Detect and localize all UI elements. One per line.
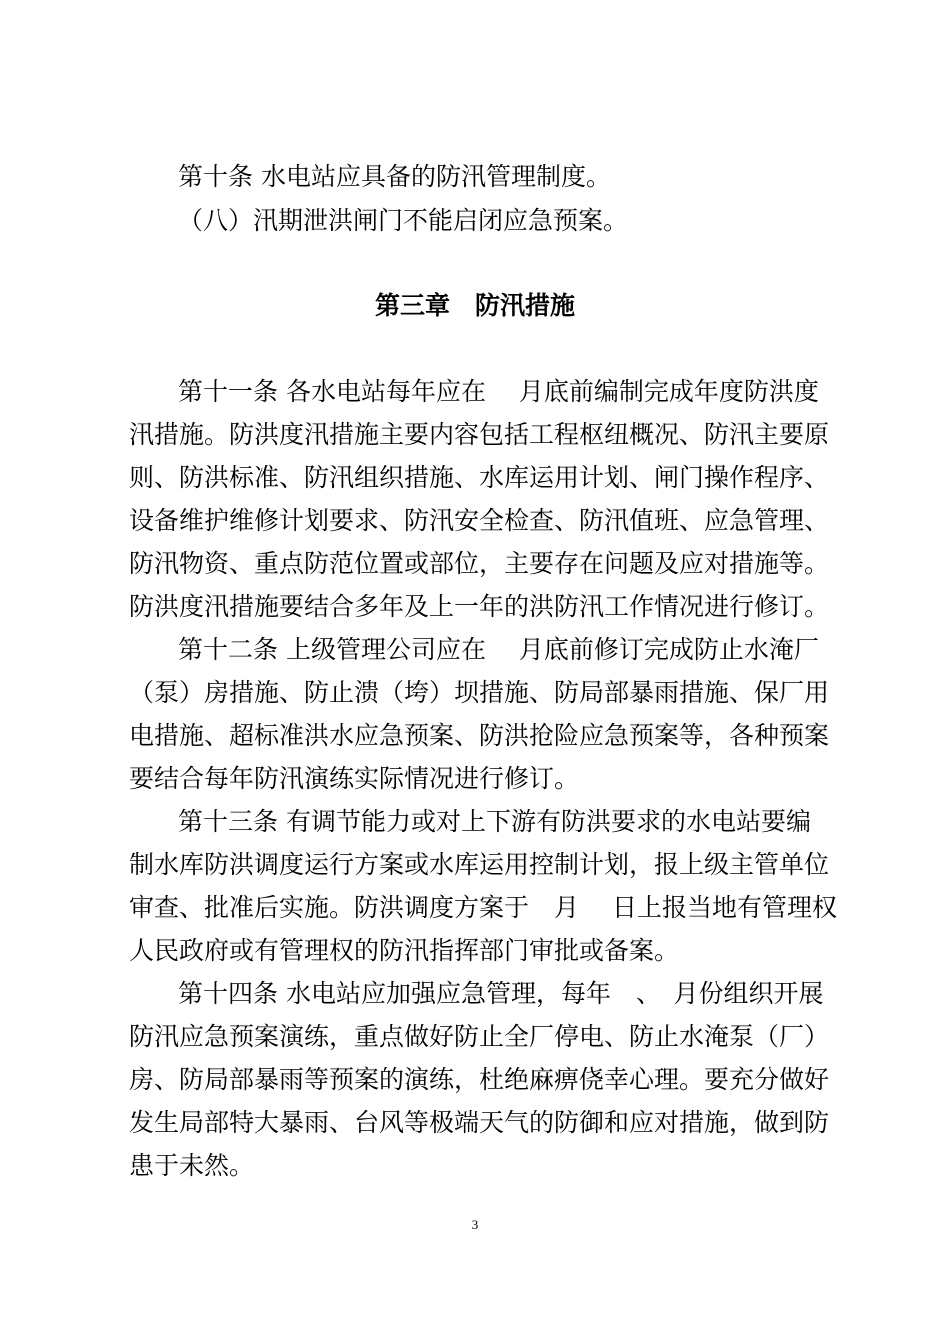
article-13-line-3: 审查、批准后实施。防洪调度方案于 月 日上报当地有管理权 xyxy=(129,893,837,922)
article-12-line-3: 电措施、超标准洪水应急预案、防洪抢险应急预案等，各种预案 xyxy=(129,721,830,750)
article-11-line-3: 则、防洪标准、防汛组织措施、水库运用计划、闸门操作程序、 xyxy=(129,463,830,492)
article-12-line-1: 第十二条 上级管理公司应在 月底前修订完成防止水淹厂 xyxy=(178,635,819,664)
article-12-line-2: （泵）房措施、防止溃（垮）坝措施、防局部暴雨措施、保厂用 xyxy=(129,678,830,707)
article-10-line: 第十条 水电站应具备的防汛管理制度。 xyxy=(178,162,611,191)
article-13-line-4: 人民政府或有管理权的防汛指挥部门审批或备案。 xyxy=(129,936,680,965)
page-number: 3 xyxy=(471,1217,479,1232)
article-11-line-2: 汛措施。防洪度汛措施主要内容包括工程枢纽概况、防汛主要原 xyxy=(129,420,830,449)
article-11-line-6: 防洪度汛措施要结合多年及上一年的洪防汛工作情况进行修订。 xyxy=(129,592,830,621)
article-11-line-5: 防汛物资、重点防范位置或部位，主要存在问题及应对措施等。 xyxy=(129,549,830,578)
article-12-line-4: 要结合每年防汛演练实际情况进行修订。 xyxy=(129,764,580,793)
article-14-line-4: 发生局部特大暴雨、台风等极端天气的防御和应对措施，做到防 xyxy=(129,1108,830,1137)
article-14-line-5: 患于未然。 xyxy=(129,1151,255,1180)
article-11-line-4: 设备维护维修计划要求、防汛安全检查、防汛值班、应急管理、 xyxy=(129,506,830,535)
chapter-heading: 第三章 防汛措施 xyxy=(374,291,575,320)
article-13-line-1: 第十三条 有调节能力或对上下游有防洪要求的水电站要编 xyxy=(178,807,811,836)
article-14-line-3: 房、防局部暴雨等预案的演练，杜绝麻痹侥幸心理。要充分做好 xyxy=(129,1065,830,1094)
article-14-line-2: 防汛应急预案演练，重点做好防止全厂停电、防止水淹泵（厂） xyxy=(129,1022,830,1051)
article-11-line-1: 第十一条 各水电站每年应在 月底前编制完成年度防洪度 xyxy=(178,377,819,406)
item-8-line: （八）汛期泄洪闸门不能启闭应急预案。 xyxy=(178,206,629,235)
article-13-line-2: 制水库防洪调度运行方案或水库运用控制计划，报上级主管单位 xyxy=(129,850,830,879)
article-14-line-1: 第十四条 水电站应加强应急管理，每年 、 月份组织开展 xyxy=(178,979,824,1008)
